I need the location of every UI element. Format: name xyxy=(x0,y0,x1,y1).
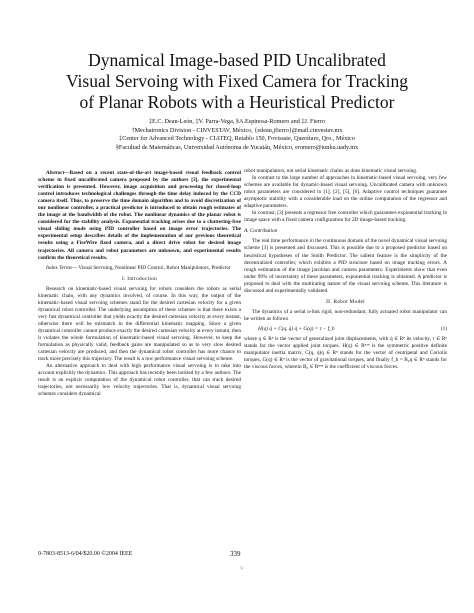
contribution-paragraph: The real time performance in the continuous domain of the novel dynamical visual servoing scheme [3] is presented and discussed. This is possible due to a proposed predictor based on heuristical hypotheses of the Smith Predictor. The salient feature is the simplicity of the decentralized controller, which exhibits a PID structure based on image tracking errors. A rough estimation of the image jacobian and camera parameters. Experiments show that even under 99% of uncertainty of these parameters, exponential tracking is obtained. A predictor is proposed to deal with the multirating nature of the visual servoing scheme. This literature is discussed and experimentally validated. xyxy=(244,238,447,294)
subsection-heading-contribution: A. Contribution xyxy=(244,228,278,235)
left-column xyxy=(38,170,241,398)
equation-1 xyxy=(258,326,447,333)
right-paragraph-1: In contrast to the large number of approaches in kinematic-based visual servoing, very few schemes are available for dynamic-based visual servoing. Uncalibrated camera with unknown robot parameters are considered in [1], [2], [5], [6]. Adaptive control techniques guarantee asymptotic stability with a considerable load on the online computation of the regressor and adaptive parameters. xyxy=(244,175,447,210)
copyright-notice: 0-7803-8513-6/04/$20.00 ©2004 IEEE xyxy=(38,551,133,557)
page-mark: ˅ xyxy=(240,566,244,572)
index-terms xyxy=(38,265,241,272)
intro-paragraph-1: Research on kinematic-based visual servoing for robots considers the robots as serial kinematic chain, with any dynamics involved, of course. In this way, the output of the kinematic-based visual servoing schemes stand for the desired cartesian velocity for a given dynamical robot controller. The underlying assumption of these schemes is that there exists a very fast dynamical controller that yields exactly the desired cartesian velocity at every instant, otherwise there will be mismatch in the differential kinematic mapping. Since a given dynamical controller cannot produce exactly the desired cartesian velocity at every instant, then it violates the whole formulation of kinematic-based visual servoing. However, to keep the formulation as physically valid, feedback gains are manipulated so as to very slow desired cartesian velocity are produced, and then the dynamical robot controller has more chance to track more precisely this trajectory. The result is a low performance visual servoing scheme. xyxy=(38,285,241,363)
right-paragraph-2: In contrast, [3] presents a regressor free controller which guarantees exponential tracking in image space with a fixed camera configuration for 2D image-based tracking. xyxy=(244,210,447,224)
page-number: 339 xyxy=(230,550,241,558)
right-paragraph-0: robot manipulators, not serial kinematic chains as does kinematic visual servoing. xyxy=(244,168,418,174)
title-line-1: Dynamical Image-based PID Uncalibrated xyxy=(88,50,386,70)
affiliation-1: †Mechatronics Division - CINVESTAV, México, {edean,jfierro}@mail.cinvestav.mx xyxy=(131,126,343,134)
intro-paragraph-2: An alternative approach to deal with high performance visual servoing is to take into account explicitly the dynamics. This approach has recently been tackled by a few authors. The result is an explicit computation of the dynamical robot controller, that can track desired trajectories, not necessarily low velocity trajectories. That is, dynamical visual servoing schemes considers dynamical xyxy=(38,363,241,398)
title-line-2: Visual Servoing with Fixed Camera for Tracking xyxy=(65,71,409,91)
index-terms-label: Index Terms xyxy=(46,264,72,271)
author-names: ‡E.C. Dean-León, ‡V. Parra-Vega, §A.Espinosa-Romero and ‡J. Fierro xyxy=(148,118,326,125)
author-block xyxy=(40,118,434,152)
affiliation-3: §Facultad de Matemáticas, Universidad Autónoma de Yucatán, México, eromero@tunku.uady.mx xyxy=(115,143,359,151)
section-heading-introduction: I. Introduction xyxy=(121,275,158,282)
equation-body: H(q) q̈ + C(q, q̇) q̇ + G(q) = τ − f_b xyxy=(258,325,335,332)
abstract-text: —Based on a recent state-of-the-art image-based visual feedback control scheme in fixed uncalibrated camera proposed by the authors [3], the experimental verification is presented. However, image acquisition and processing for closed-loop control introduces technological challenges through the time delay induced by the CCD camera itself. Thus, to preserve the time domain algorithm and to avoid discretization of our nonlinear controller, a practical predictor is introduced to obtain rough estimates of the image at the bandwidth of the robot. The nonlinear dynamics of the planar robot is considered for the stability analysis. Exponential tracking arises due to a chattering-free visual sliding mode using PID controller based on image error trajectories. The experimental setup describes details of the implementation of our previous theoretical results using a FireWire fixed camera, and a direct drive robot for desired image trajectories. All camera and robot parameters are unknown, and experimental results confirm the theoretical results. xyxy=(38,170,241,261)
title-line-3: of Planar Robots with a Heuristical Predictor xyxy=(79,92,395,112)
paper-title xyxy=(20,50,454,113)
abstract-label: Abstract xyxy=(46,170,65,176)
index-terms-text: — Visual Servoing, Nonlinear PID Control, Robot Manipulators, Predictor xyxy=(71,264,231,271)
robot-model-paragraph: The dynamics of a serial n-link rigid, non-redundant, fully actuated robot manipulator can be written as follows xyxy=(244,308,447,322)
abstract xyxy=(38,170,241,262)
right-column xyxy=(244,168,447,371)
affiliation-2: ‡Center for Advanced Technology - CIATEQ, Retablo 150, Fovissste, Querétaro, Qro., México xyxy=(119,135,355,143)
section-heading-robot-model: II. Robot Model xyxy=(326,298,365,305)
equation-number: (1) xyxy=(440,325,447,332)
variable-definitions: where q ∈ Rⁿ is the vector of generalized joint displacements, with q̇ ∈ Rⁿ its velocity, τ ∈ Rⁿ stands for the vector applied joint torques. H(q) ∈ Rⁿˣⁿ is the symmetric positive definite manipulator inertia matrix, C(q, q̇)q̇ ∈ Rⁿ stands for the vector of centripetal and Coriolis torques, G(q) ∈ Rⁿ is the vector of gravitational torques, and finally f_b = B₀q̇ ∈ Rⁿ stands for the viscous forces, wherein B₀ ∈ Rⁿˣⁿ is the coefficient of viscous forces. xyxy=(244,335,447,371)
